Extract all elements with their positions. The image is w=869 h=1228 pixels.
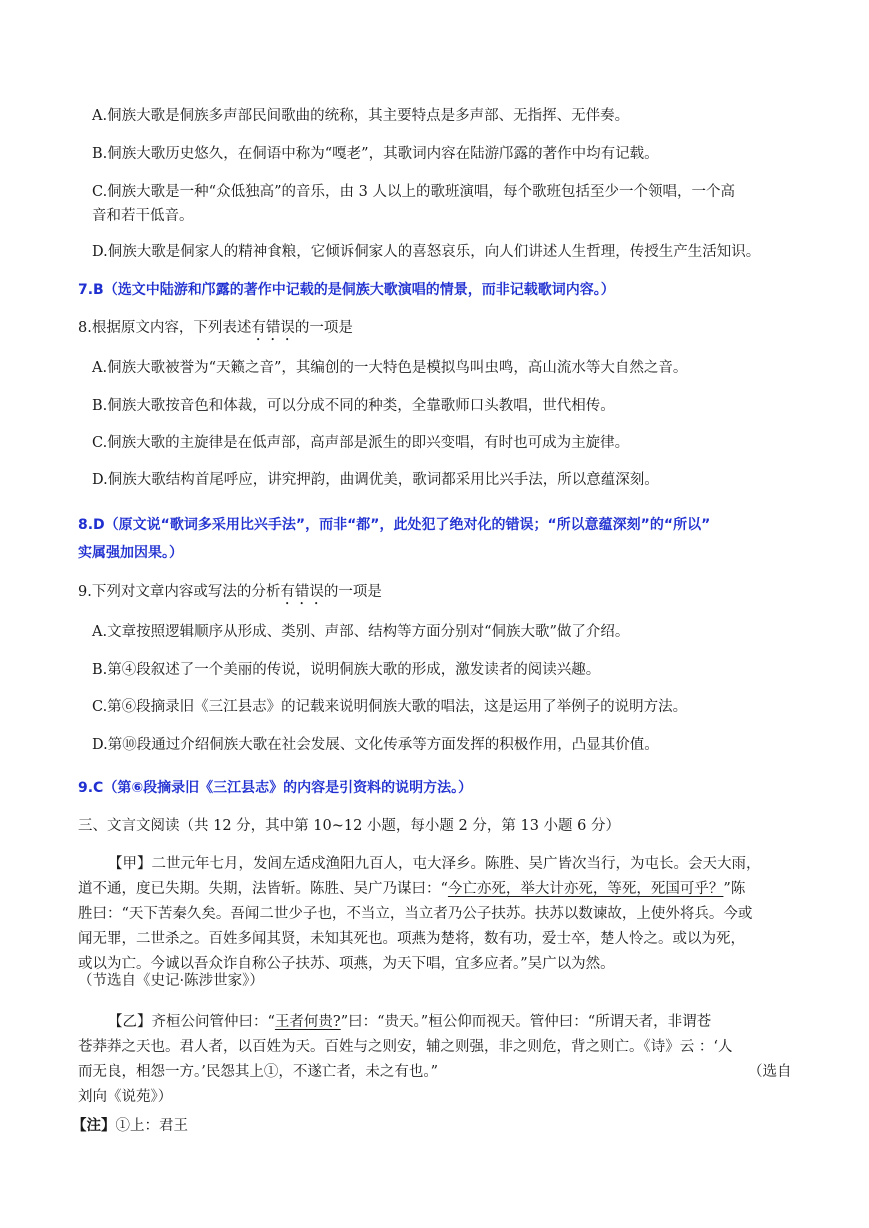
q6-option-d: D.侗族大歌是侗家人的精神食粮，它倾诉侗家人的喜怒哀乐，向人们讲述人生哲理，传授生产生活知识。 <box>92 244 761 260</box>
passage-yi-line4: 刘向《说苑》） <box>78 1089 173 1105</box>
answer-8-line1: 8.D（原文说“歌词多采用比兴手法”，而非“都”，此处犯了绝对化的错误；“所以意蕴深刻”的“所以” <box>78 517 711 533</box>
passage-jia-line5: 或以为亡。今诚以吾众诈自称公子扶苏、项燕，为天下唱，宜多应者。”吴广以为然。 <box>78 956 615 972</box>
q8-option-b: B.侗族大歌按音色和体裁，可以分成不同的种类，全靠歌师口头教唱，世代相传。 <box>92 398 615 414</box>
passage-yi-line3: 而无良，相怨一方。’民怨其上①，不遂亡者，未之有也。” <box>78 1064 439 1080</box>
answer-9: 9.C（第⑥段摘录旧《三江县志》的内容是引资料的说明方法。） <box>78 780 473 796</box>
q6-option-b: B.侗族大歌历史悠久，在侗语中称为“嘎老”，其歌词内容在陆游邝露的著作中均有记载。 <box>92 146 659 162</box>
answer-7: 7.B（选文中陆游和邝露的著作中记载的是侗族大歌演唱的情景，而非记载歌词内容。） <box>78 282 615 298</box>
passage-yi-underlined-quote: 王者何贵? <box>274 1014 341 1030</box>
q6-option-a: A.侗族大歌是侗族多声部民间歌曲的统称，其主要特点是多声部、无指挥、无伴奏。 <box>92 108 630 124</box>
passage-jia-line2 <box>78 879 745 899</box>
q8-stem-emphasis: 有错误 <box>251 320 295 336</box>
note-text: ①上：君王 <box>115 1118 188 1134</box>
passage-jia-line1: 【甲】二世元年七月，发闾左适戍渔阳九百人，屯大泽乡。陈胜、吴广皆次当行，为屯长。会天大雨， <box>108 856 761 872</box>
q8-option-a: A.侗族大歌被誉为“天籁之音”，其编创的一大特色是模拟鸟叫虫鸣，高山流水等大自然之音。 <box>92 360 688 376</box>
note <box>72 1116 188 1136</box>
section-3-title: 三、文言文阅读（共 12 分，其中第 10~12 小题，每小题 2 分，第 13 小题 6 分） <box>78 818 620 834</box>
passage-jia-source: （节选自《史记·陈涉世家》） <box>78 973 264 989</box>
note-label: 【注】 <box>72 1117 116 1134</box>
q9-stem <box>78 582 382 608</box>
q8-option-d: D.侗族大歌结构首尾呼应，讲究押韵，曲调优美，歌词都采用比兴手法，所以意蕴深刻。 <box>92 472 659 488</box>
answer-8-line2: 实属强加因果。） <box>78 545 183 561</box>
passage-yi-line1-pre: 【乙】齐桓公问管仲曰：“ <box>108 1014 275 1030</box>
passage-jia-line2-pre: 道不通，度已失期。失期，法皆斩。陈胜、吴广乃谋曰：“ <box>78 881 448 897</box>
q9-stem-emphasis: 有错误 <box>280 584 324 600</box>
q9-option-a: A.文章按照逻辑顺序从形成、类别、声部、结构等方面分别对“侗族大歌”做了介绍。 <box>92 624 630 640</box>
q9-stem-pre: 9.下列对文章内容或写法的分析 <box>78 584 281 600</box>
q9-option-b: B.第④段叙述了一个美丽的传说，说明侗族大歌的形成，激发读者的阅读兴趣。 <box>92 662 601 678</box>
passage-yi-line1 <box>108 1012 711 1032</box>
passage-jia-underlined-quote: 今亡亦死，举大计亦死，等死，死国可乎？ <box>447 881 724 897</box>
q6-option-c-line2: 音和若干低音。 <box>92 208 194 224</box>
q6-option-c-line1: C.侗族大歌是一种“众低独高”的音乐，由 3 人以上的歌班演唱，每个歌班包括至少一个领唱，一个高 <box>92 184 735 200</box>
passage-yi-line2: 苍莽莽之天也。君人者，以百姓为天。百姓与之则安，辅之则强，非之则危，背之则亡。《诗》云 ：‘人 <box>78 1039 733 1055</box>
q9-option-d: D.第⑩段通过介绍侗族大歌在社会发展、文化传承等方面发挥的积极作用，凸显其价值。 <box>92 737 659 753</box>
passage-jia-line2-post: ”陈 <box>723 881 746 897</box>
q8-stem-pre: 8.根据原文内容，下列表述 <box>78 320 252 336</box>
passage-jia-line3: 胜曰：“天下苦秦久矣。吾闻二世少子也，不当立，当立者乃公子扶苏。扶苏以数谏故，上使外将兵。今或 <box>78 906 753 922</box>
passage-yi-line1-post: ”曰：“贵天。”桓公仰而视天。管仲曰：“所谓天者，非谓苍 <box>340 1014 712 1030</box>
q9-option-c: C.第⑥段摘录旧《三江县志》的记载来说明侗族大歌的唱法，这是运用了举例子的说明方法。 <box>92 699 688 715</box>
q8-option-c: C.侗族大歌的主旋律是在低声部，高声部是派生的即兴变唱，有时也可成为主旋律。 <box>92 435 630 451</box>
q8-stem <box>78 318 353 344</box>
q8-stem-post: 的一项是 <box>294 320 353 336</box>
passage-jia-line4: 闻无罪，二世杀之。百姓多闻其贤，未知其死也。项燕为楚将，数有功，爱士卒，楚人怜之。或以为死， <box>78 931 745 947</box>
passage-yi-line3-source-start: （选自 <box>748 1064 792 1080</box>
q9-stem-post: 的一项是 <box>323 584 382 600</box>
